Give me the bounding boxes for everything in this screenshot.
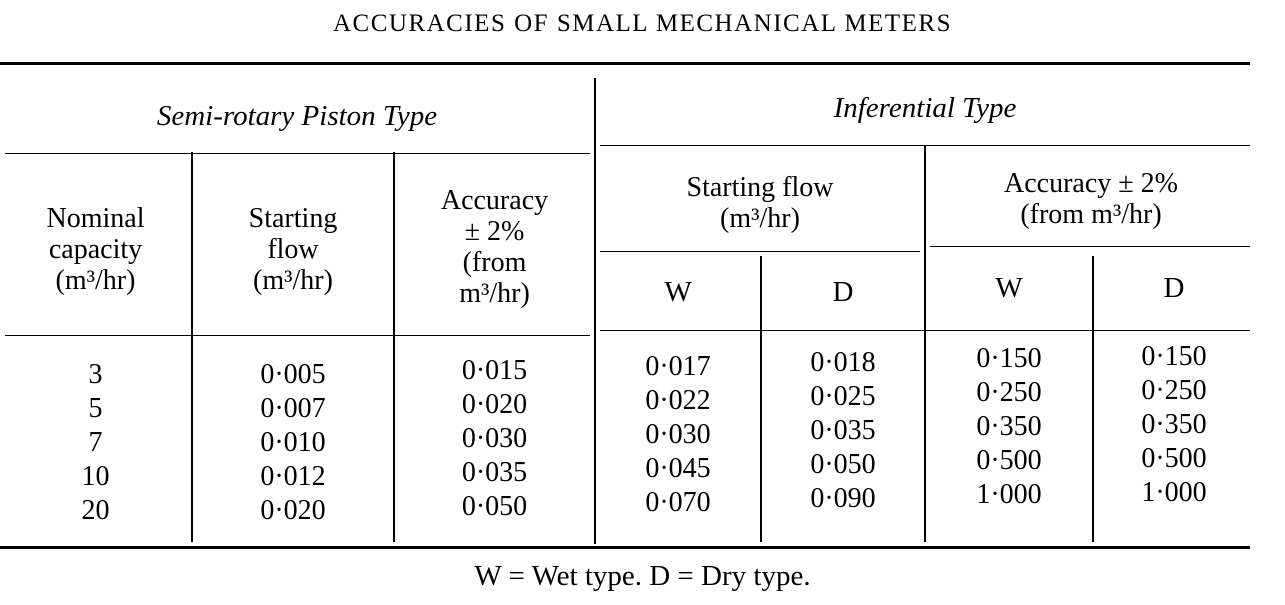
bottom-rule [0, 546, 1250, 549]
cell: 0·015 [461, 355, 528, 386]
cell: 5 [88, 393, 103, 424]
subheader-start-w: W [664, 276, 692, 308]
top-rule [0, 62, 1250, 65]
cell: 0·005 [260, 359, 326, 390]
cell: 1·000 [976, 479, 1042, 510]
cell: 0·007 [260, 393, 326, 424]
cell: 0·500 [1141, 443, 1207, 474]
header-rule-right [600, 330, 1250, 331]
cell: 0·350 [1141, 409, 1207, 440]
cell: 0·010 [260, 427, 326, 458]
cell: 0·050 [461, 491, 528, 522]
cell: 0·500 [976, 445, 1042, 476]
cell: 3 [88, 359, 103, 390]
cell: 0·150 [976, 343, 1042, 374]
cell: 0·022 [645, 385, 711, 416]
subgroup-rule-acc [930, 246, 1250, 247]
group-rule-right [600, 145, 1250, 146]
header-rule-left [5, 335, 590, 336]
cell: 0·020 [461, 389, 528, 420]
cell: 0·012 [260, 461, 326, 492]
group-rule-left [5, 153, 590, 154]
cell: 0·050 [810, 449, 876, 480]
subheader-acc-d: D [1163, 272, 1185, 304]
column-nominal-capacity [0, 358, 191, 528]
cell: 0·090 [810, 483, 876, 514]
cell: 20 [81, 495, 110, 526]
header-inferential-accuracy: Accuracy ± 2% (from m³/hr) [1004, 168, 1178, 230]
cell: 0·030 [645, 419, 711, 450]
footnote: W = Wet type. D = Dry type. [474, 560, 811, 592]
column-inferential-start-d [762, 346, 924, 516]
header-nominal-capacity: Nominal capacity (m³/hr) [46, 203, 145, 296]
header-piston-starting-flow: Starting flow (m³/hr) [248, 203, 338, 296]
subheader-start-d: D [832, 276, 854, 308]
cell: 7 [88, 427, 103, 458]
subheader-acc-w: W [995, 272, 1023, 304]
cell: 0·025 [810, 381, 876, 412]
cell: 0·017 [645, 351, 711, 382]
cell: 0·070 [645, 487, 711, 518]
column-piston-accuracy [395, 354, 594, 524]
table-title: ACCURACIES OF SMALL MECHANICAL METERS [333, 10, 952, 37]
group-heading-piston: Semi-rotary Piston Type [156, 100, 438, 132]
header-piston-accuracy: Accuracy ± 2% (from m³/hr) [440, 185, 549, 309]
cell: 0·035 [810, 415, 876, 446]
column-inferential-acc-w [926, 342, 1092, 512]
cell: 0·020 [260, 495, 326, 526]
cell: 0·035 [461, 457, 528, 488]
cell: 0·150 [1141, 341, 1207, 372]
header-inferential-starting-flow: Starting flow (m³/hr) [686, 172, 834, 234]
cell: 1·000 [1141, 477, 1207, 508]
cell: 0·045 [645, 453, 711, 484]
cell: 0·030 [461, 423, 528, 454]
column-piston-starting-flow [193, 358, 393, 528]
cell: 0·250 [1141, 375, 1207, 406]
cell: 10 [81, 461, 110, 492]
cell: 0·350 [976, 411, 1042, 442]
cell: 0·018 [810, 347, 876, 378]
cell: 0·250 [976, 377, 1042, 408]
column-inferential-acc-d [1094, 340, 1254, 510]
column-inferential-start-w [596, 350, 760, 520]
subgroup-rule-start [600, 251, 920, 252]
group-heading-inferential: Inferential Type [833, 92, 1017, 124]
